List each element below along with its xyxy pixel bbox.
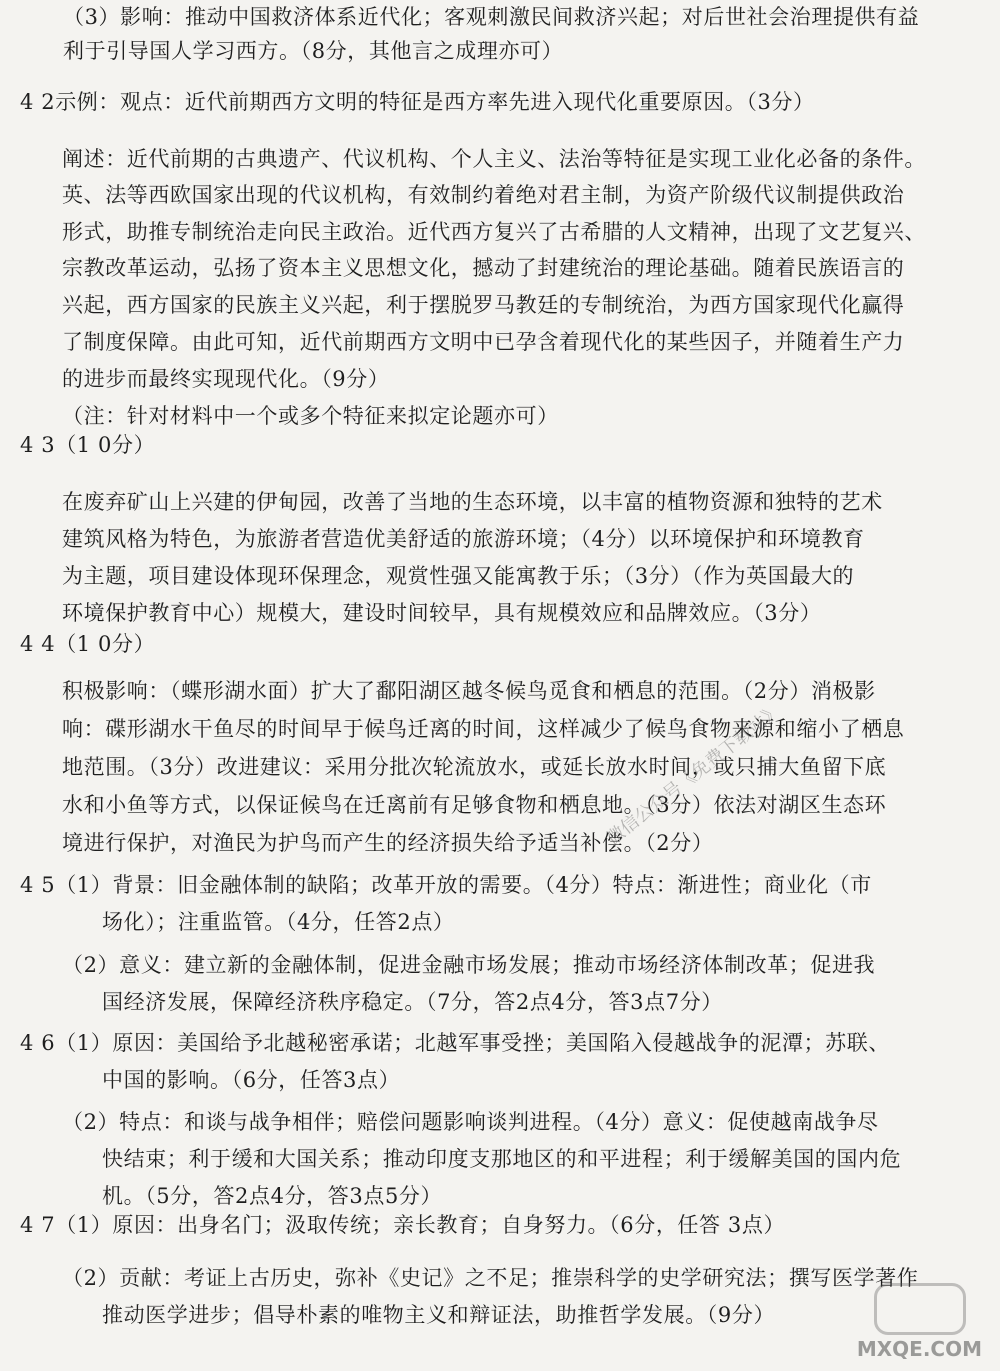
text-line: 了制度保障。由此可知，近代前期西方文明中已孕含着现代化的某些因子，并随着生产力	[62, 330, 905, 354]
question-47-line: 4 7（1）原因：出身名门；汲取传统；亲长教育；自身努力。（6分，任答 3点）	[20, 1213, 786, 1237]
question-42-heading: 4 2示例：观点：近代前期西方文明的特征是西方率先进入现代化重要原因。（3分）	[20, 90, 815, 114]
question-45-line: 4 5（1）背景：旧金融体制的缺陷；改革开放的需要。（4分）特点：渐进性；商业化（市	[20, 873, 872, 897]
text-line: 利于引导国人学习西方。（8分，其他言之成理亦可）	[63, 39, 564, 63]
text-line: （3）影响：推动中国救济体系近代化；客观刺激民间救济兴起；对后世社会治理提供有益	[63, 5, 920, 29]
text-line: 快结束；利于缓和大国关系；推动印度支那地区的和平进程；利于缓解美国的国内危	[102, 1147, 902, 1171]
text-line: 地范围。（3分）改进建议：采用分批次轮流放水，或延长放水时间，或只捕大鱼留下底	[62, 755, 887, 779]
text-line: （2）意义：建立新的金融体制，促进金融市场发展；推动市场经济体制改革；促进我	[62, 953, 876, 977]
text-line: 中国的影响。（6分，任答3点）	[102, 1068, 401, 1092]
text-line: 推动医学进步；倡导朴素的唯物主义和辩证法，助推哲学发展。（9分）	[102, 1303, 776, 1327]
text-line: 环境保护教育中心）规模大，建设时间较早，具有规模效应和品牌效应。（3分）	[62, 601, 822, 625]
text-line: 场化）；注重监管。（4分，任答2点）	[102, 910, 455, 934]
text-line: 积极影响：（蝶形湖水面）扩大了鄱阳湖区越冬候鸟觅食和栖息的范围。（2分）消极影	[62, 679, 876, 703]
text-line: （2）特点：和谈与战争相伴；赔偿问题影响谈判进程。（4分）意义：促使越南战争尽	[62, 1110, 879, 1134]
text-line: 境进行保护，对渔民为护鸟而产生的经济损失给予适当补偿。（2分）	[62, 831, 714, 855]
text-line: 响：碟形湖水干鱼尽的时间早于候鸟迁离的时间，这样减少了候鸟食物来源和缩小了栖息	[62, 717, 905, 741]
text-line: 机。（5分，答2点4分，答3点5分）	[102, 1184, 443, 1208]
text-line: 国经济发展，保障经济秩序稳定。（7分，答2点4分，答3点7分）	[102, 990, 723, 1014]
site-logo: MXQE.COM	[856, 1337, 982, 1361]
text-line: 阐述：近代前期的古典遗产、代议机构、个人主义、法治等特征是实现工业化必备的条件。	[62, 147, 926, 171]
watermark-text: 微信公众号《免费下载站》	[602, 700, 786, 850]
note-line: （注：针对材料中一个或多个特征来拟定论题亦可）	[62, 404, 559, 428]
question-46-line: 4 6（1）原因：美国给予北越秘密承诺；北越军事受挫；美国陷入侵越战争的泥潭；苏联、	[20, 1031, 890, 1055]
text-line: 的进步而最终实现现代化。（9分）	[62, 367, 390, 391]
question-43-heading: 4 3（1 0分）	[20, 433, 156, 457]
text-line: 在废弃矿山上兴建的伊甸园，改善了当地的生态环境，以丰富的植物资源和独特的艺术	[62, 490, 883, 514]
logo-badge-icon	[874, 1283, 966, 1335]
question-44-heading: 4 4（1 0分）	[20, 632, 156, 656]
text-line: 宗教改革运动，弘扬了资本主义思想文化，撼动了封建统治的理论基础。随着民族语言的	[62, 256, 905, 280]
text-line: 为主题，项目建设体现环保理念，观赏性强又能寓教于乐；（3分）（作为英国最大的	[62, 564, 855, 588]
text-line: 形式，助推专制统治走向民主政治。近代西方复兴了古希腊的人文精神，出现了文艺复兴、	[62, 220, 926, 244]
text-line: 兴起，西方国家的民族主义兴起，利于摆脱罗马教廷的专制统治，为西方国家现代化赢得	[62, 293, 905, 317]
text-line: 水和小鱼等方式，以保证候鸟在迁离前有足够食物和栖息地。（3分）依法对湖区生态环	[62, 793, 887, 817]
text-line: （2）贡献：考证上古历史，弥补《史记》之不足；推崇科学的史学研究法；撰写医学著作	[62, 1266, 919, 1290]
text-line: 英、法等西欧国家出现的代议机构，有效制约着绝对君主制，为资产阶级代议制提供政治	[62, 183, 905, 207]
text-line: 建筑风格为特色，为旅游者营造优美舒适的旅游环境；（4分）以环境保护和环境教育	[62, 527, 865, 551]
